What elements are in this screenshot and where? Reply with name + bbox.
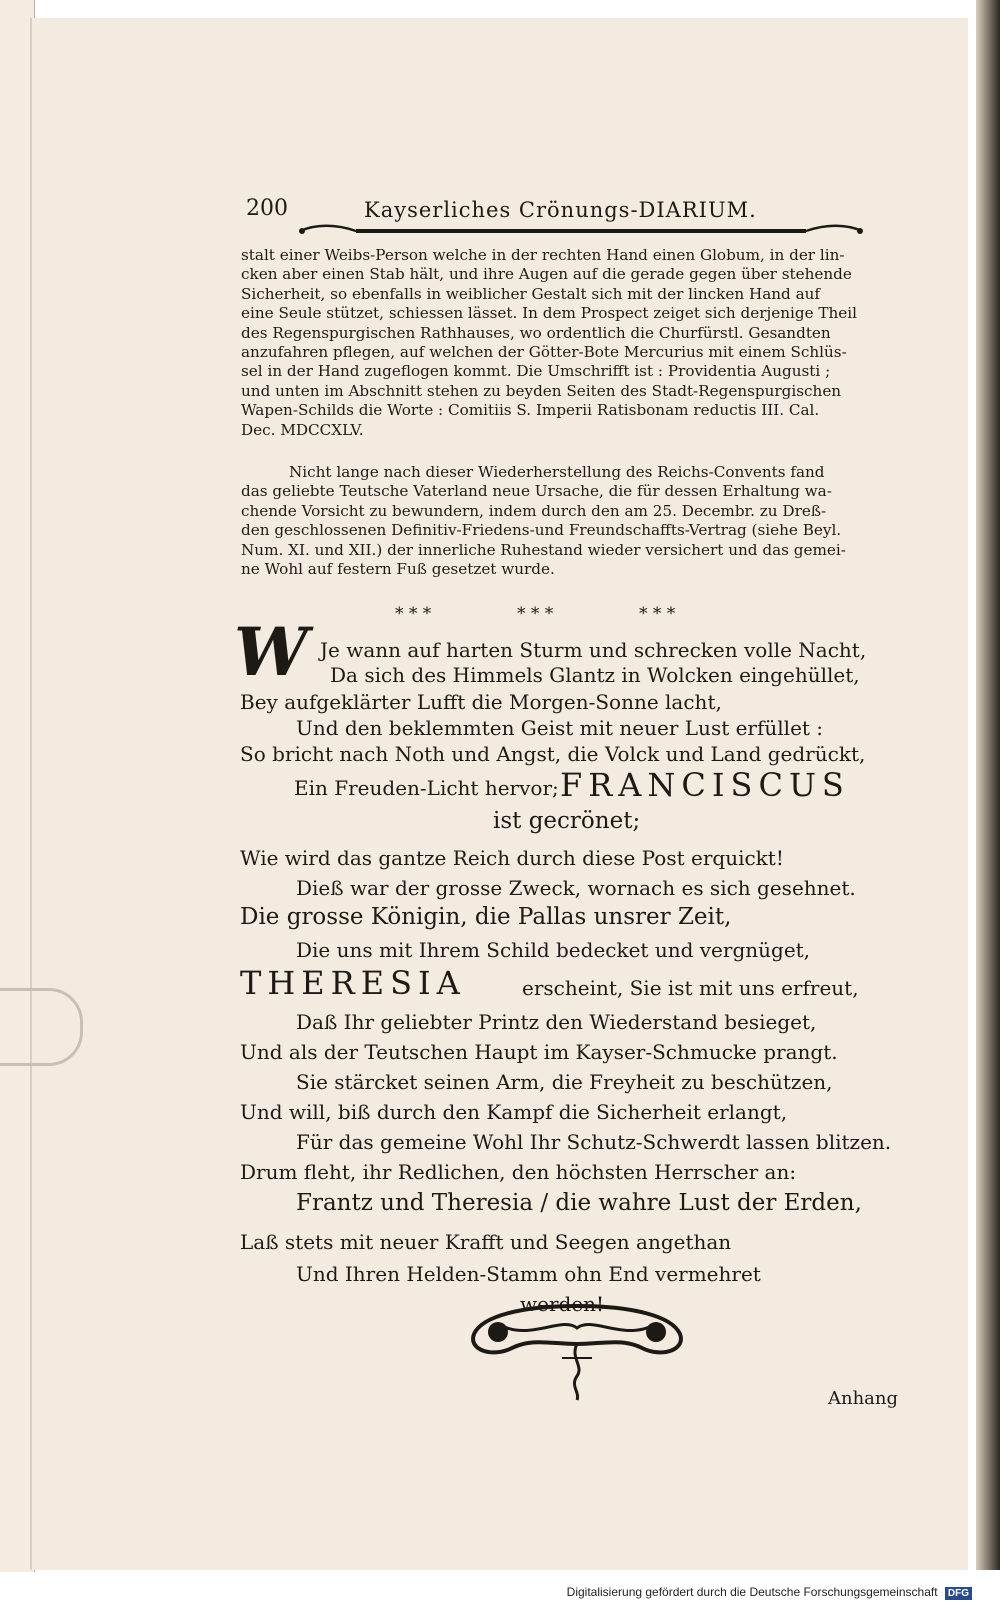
asterism: * * *	[639, 604, 676, 624]
text-line: cken aber einen Stab hält, und ihre Augen auf die gerade gegen über stehende	[241, 265, 852, 284]
footer-credit	[567, 1585, 972, 1600]
poem-line: werden!	[520, 1292, 605, 1316]
text-line: Sicherheit, so ebenfalls in weiblicher Gestalt sich mit der lincken Hand auf	[241, 284, 821, 303]
text-line: den geschlossenen Definitiv-Friedens-und Freundschaffts-Vertrag (siehe Beyl.	[241, 521, 842, 540]
text-line: Nicht lange nach dieser Wiederherstellung des Reichs-Convents fand	[289, 463, 825, 481]
text-line: chende Vorsicht zu bewundern, indem durch den am 25. Decembr. zu Dreß-	[241, 501, 827, 520]
poem-line: Dieß war der grosse Zweck, wornach es sich gesehnet.	[296, 876, 856, 900]
poem-line: Daß Ihr geliebter Printz den Wiederstand besieget,	[296, 1010, 817, 1034]
poem-line: Ein Freuden-Licht hervor;	[294, 776, 559, 800]
page-number: 200	[246, 196, 288, 221]
poem-line: Und den beklemmten Geist mit neuer Lust erfüllet :	[296, 716, 824, 740]
text-line: anzufahren pflegen, auf welchen der Götter-Bote Mercurius mit einem Schlüs-	[241, 342, 847, 361]
poem-line: Laß stets mit neuer Krafft und Seegen angethan	[240, 1230, 732, 1254]
paragraph-medal-description	[241, 246, 891, 440]
text-line: und unten im Abschnitt stehen zu beyden Seiten des Stadt-Regenspurgischen	[241, 381, 842, 400]
running-title: Kayserliches Crönungs-DIARIUM.	[364, 198, 757, 222]
text-line: Dec. MDCCXLV.	[241, 420, 364, 439]
asterism-divider	[395, 604, 725, 628]
poem-line: Und Ihren Helden-Stamm ohn End vermehret	[296, 1262, 761, 1286]
poem-line: Und will, biß durch den Kampf die Sicherheit erlangt,	[240, 1100, 788, 1124]
poem-line: ist gecrönet;	[493, 808, 641, 834]
text-line: stalt einer Weibs-Person welche in der rechten Hand einen Globum, in der lin-	[241, 246, 845, 264]
poem-name-emphasis: FRANCISCUS	[560, 766, 850, 804]
poem-line: Bey aufgeklärter Lufft die Morgen-Sonne lacht,	[240, 690, 722, 714]
footer-strip	[0, 1572, 1000, 1606]
poem-line: Sie stärcket seinen Arm, die Freyheit zu beschützen,	[296, 1070, 833, 1094]
ornamental-head-rule	[296, 224, 866, 238]
page-tab-shadow	[0, 988, 83, 1066]
text-line: sel in der Hand zugeflogen kommt. Die Umschrifft ist : Providentia Augusti ;	[241, 362, 831, 381]
poem-line: Frantz und Theresia / die wahre Lust der Erden,	[296, 1190, 862, 1216]
text-line: Num. XI. und XII.) der innerliche Ruhestand wieder versichert und das gemei-	[241, 540, 846, 559]
footer-credit-text: Digitalisierung gefördert durch die Deutsche Forschungsgemeinschaft	[566, 1585, 938, 1599]
poem-line: Die uns mit Ihrem Schild bedecket und vergnüget,	[296, 938, 811, 962]
book-gutter	[976, 0, 1000, 1570]
poem-line: erscheint, Sie ist mit uns erfreut,	[522, 976, 859, 1000]
text-line: ne Wohl auf festern Fuß gesetzet wurde.	[241, 559, 555, 578]
poem-line: Die grosse Königin, die Pallas unsrer Zeit,	[240, 904, 732, 930]
poem-line: Drum fleht, ihr Redlichen, den höchsten Herrscher an:	[240, 1160, 797, 1184]
poem-line: So bricht nach Noth und Angst, die Volck und Land gedrückt,	[240, 742, 866, 766]
paragraph-peace-treaty	[241, 463, 891, 579]
text-line: Wapen-Schilds die Worte : Comitiis S. Imperii Ratisbonam reductis III. Cal.	[241, 401, 820, 420]
poem-line: Für das gemeine Wohl Ihr Schutz-Schwerdt lassen blitzen.	[296, 1130, 892, 1154]
poem-line: Je wann auf harten Sturm und schrecken volle Nacht,	[320, 638, 867, 662]
asterism: * * *	[517, 604, 554, 624]
catchword: Anhang	[828, 1388, 899, 1409]
poem-line: Wie wird das gantze Reich durch diese Post erquickt!	[240, 846, 784, 870]
drop-cap: W	[234, 613, 309, 691]
text-line: das geliebte Teutsche Vaterland neue Ursache, die für dessen Erhaltung wa-	[241, 482, 832, 501]
dfg-logo: DFG	[945, 1587, 972, 1600]
text-line: eine Seule stützet, schiessen lässet. In dem Prospect zeiget sich derjenige Theil	[241, 304, 857, 323]
poem-line: Und als der Teutschen Haupt im Kayser-Schmucke prangt.	[240, 1040, 838, 1064]
text-line: des Regenspurgischen Rathhauses, wo ordentlich die Churfürstl. Gesandten	[241, 323, 831, 342]
ornamental-tailpiece	[462, 1296, 692, 1406]
asterism: * * *	[395, 604, 432, 624]
poem-line: Da sich des Himmels Glantz in Wolcken eingehüllet,	[330, 663, 860, 687]
poem-name-emphasis: THERESIA	[240, 964, 466, 1002]
